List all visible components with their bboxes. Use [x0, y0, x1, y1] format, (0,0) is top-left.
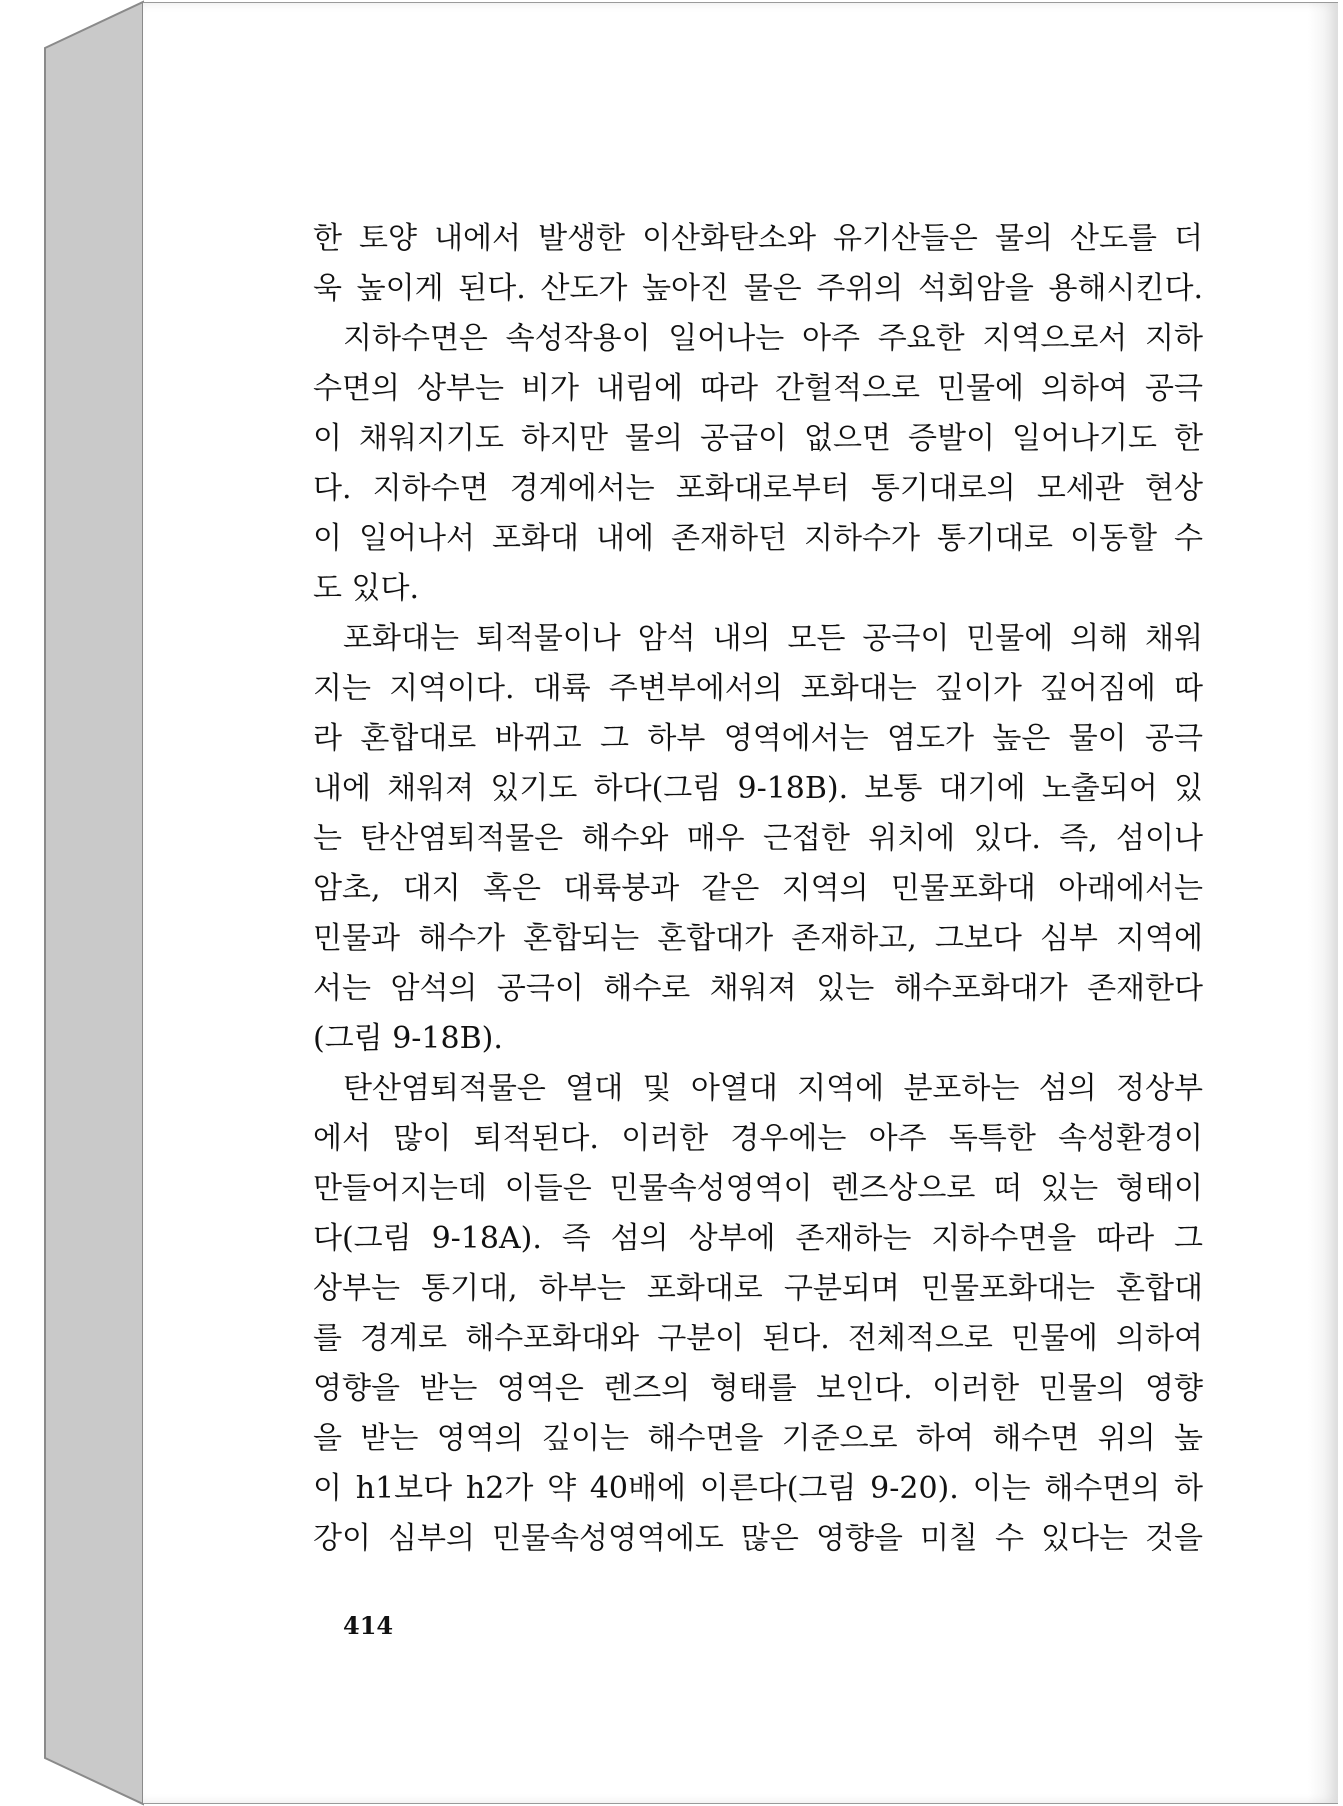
text-line: 욱 높이게 된다. 산도가 높아진 물은 주위의 석회암을 용해시킨다. [313, 271, 1203, 306]
text-line: 포화대는 퇴적물이나 암석 내의 모든 공극이 민물에 의해 채워 [343, 621, 1203, 656]
text-line: 다. 지하수면 경계에서는 포화대로부터 통기대로의 모세관 현상 [313, 471, 1203, 506]
text-line: 지하수면은 속성작용이 일어나는 아주 주요한 지역으로서 지하 [343, 321, 1203, 356]
text-line: 만들어지는데 이들은 민물속성영역이 렌즈상으로 떠 있는 형태이 [313, 1171, 1203, 1206]
text-line: 는 탄산염퇴적물은 해수와 매우 근접한 위치에 있다. 즉, 섬이나 [313, 821, 1203, 856]
text-line: 을 받는 영역의 깊이는 해수면을 기준으로 하여 해수면 위의 높 [313, 1421, 1203, 1456]
text-line: 한 토양 내에서 발생한 이산화탄소와 유기산들은 물의 산도를 더 [313, 221, 1203, 256]
text-line: 다(그림 9-18A). 즉 섬의 상부에 존재하는 지하수면을 따라 그 [313, 1221, 1203, 1256]
text-line: 라 혼합대로 바뀌고 그 하부 영역에서는 염도가 높은 물이 공극 [313, 721, 1203, 756]
body-text [313, 214, 1203, 1564]
text-line: 내에 채워져 있기도 하다(그림 9-18B). 보통 대기에 노출되어 있 [313, 771, 1203, 806]
text-line: 암초, 대지 혹은 대륙붕과 같은 지역의 민물포화대 아래에서는 [313, 871, 1203, 906]
text-line: 민물과 해수가 혼합되는 혼합대가 존재하고, 그보다 심부 지역에 [313, 921, 1203, 956]
book-page [143, 2, 1338, 1804]
text-line: 영향을 받는 영역은 렌즈의 형태를 보인다. 이러한 민물의 영향 [313, 1371, 1203, 1406]
text-line: 상부는 통기대, 하부는 포화대로 구분되며 민물포화대는 혼합대 [313, 1271, 1203, 1306]
text-line: 도 있다. [313, 571, 420, 606]
page-number: 414 [343, 1611, 394, 1640]
text-line: 지는 지역이다. 대륙 주변부에서의 포화대는 깊이가 깊어짐에 따 [313, 671, 1203, 706]
text-line: 를 경계로 해수포화대와 구분이 된다. 전체적으로 민물에 의하여 [313, 1321, 1203, 1356]
text-line: 에서 많이 퇴적된다. 이러한 경우에는 아주 독특한 속성환경이 [313, 1121, 1203, 1156]
page-edge-shadow [1308, 3, 1338, 1803]
text-line: 이 일어나서 포화대 내에 존재하던 지하수가 통기대로 이동할 수 [313, 521, 1203, 556]
text-line: 이 h1보다 h2가 약 40배에 이른다(그림 9-20). 이는 해수면의 하 [313, 1471, 1203, 1506]
text-line: 수면의 상부는 비가 내림에 따라 간헐적으로 민물에 의하여 공극 [313, 371, 1203, 406]
text-line: 이 채워지기도 하지만 물의 공급이 없으면 증발이 일어나기도 한 [313, 421, 1203, 456]
text-line: 강이 심부의 민물속성영역에도 많은 영향을 미칠 수 있다는 것을 [313, 1521, 1203, 1556]
book-spine [0, 0, 150, 1806]
text-line: 서는 암석의 공극이 해수로 채워져 있는 해수포화대가 존재한다 [313, 971, 1203, 1006]
text-line: (그림 9-18B). [313, 1021, 503, 1056]
text-line: 탄산염퇴적물은 열대 및 아열대 지역에 분포하는 섬의 정상부 [343, 1071, 1203, 1106]
